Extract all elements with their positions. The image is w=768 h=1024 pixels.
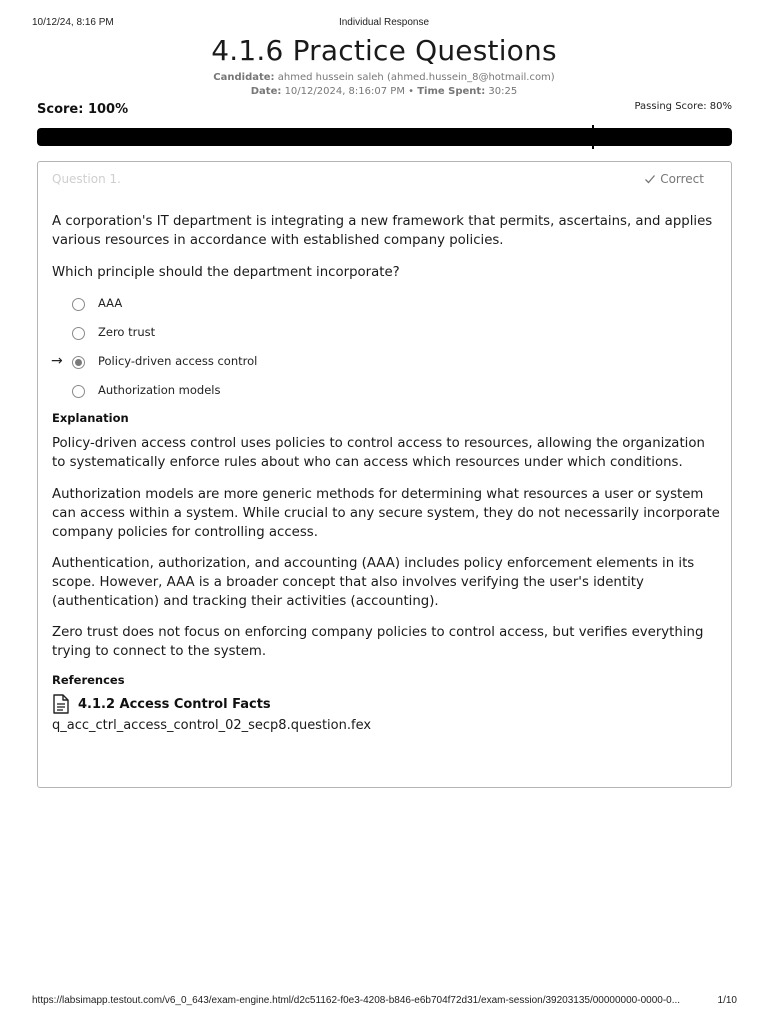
score-text: Score: 100% (37, 102, 129, 117)
radio-button[interactable] (72, 385, 85, 398)
reference-link-title[interactable]: 4.1.2 Access Control Facts (78, 696, 271, 712)
explanation-paragraph: Policy-driven access control uses policies to control access to resources, allowing the organization to systematically enforce rules about who can access which resources under which conditions. (52, 436, 705, 470)
radio-button[interactable] (72, 298, 85, 311)
print-datetime: 10/12/24, 8:16 PM (32, 17, 114, 28)
explanation-paragraph: Authentication, authorization, and accounting (AAA) includes policy enforcement elements in its scope. However, AAA is a broader concept that also involves verifying the user's identity (authentication) and tracking their activities (accounting). (52, 556, 695, 609)
passing-score-marker (592, 125, 594, 149)
reference-link[interactable] (52, 694, 271, 714)
question-file-id: q_acc_ctrl_access_control_02_secp8.question.fex (52, 718, 372, 733)
date-line (0, 86, 768, 97)
result-status (644, 172, 704, 186)
print-url: https://labsimapp.testout.com/v6_0_643/exam-engine.html/d2c51162-f0e3-4208-b846-e6b704f72d31/exam-session/39203135/00000000-0000-0... (32, 995, 681, 1006)
explanation-paragraph: Authorization models are more generic methods for determining what resources a user or system can access within a system. While crucial to any secure system, they do not necessarily incorporate company policies for controlling access. (52, 487, 720, 540)
check-icon (644, 173, 656, 185)
radio-button-selected[interactable] (72, 356, 85, 369)
passing-score-text: Passing Score: 80% (634, 101, 732, 112)
radio-button[interactable] (72, 327, 85, 340)
question-number: Question 1. (52, 172, 121, 186)
answer-option[interactable] (38, 381, 438, 401)
answer-option[interactable] (38, 294, 438, 314)
print-header (0, 17, 768, 31)
question-text: A corporation's IT department is integrating a new framework that permits, ascertains, and applies various resources in accordance with established company policies. (52, 214, 713, 248)
candidate-value: ahmed hussein saleh (ahmed.hussein_8@hotmail.com) (277, 72, 555, 83)
result-status-label: Correct (660, 172, 704, 186)
explanation-heading: Explanation (52, 411, 129, 425)
print-title: Individual Response (338, 17, 430, 28)
question-prompt: Which principle should the department incorporate? (52, 265, 400, 280)
time-value: 30:25 (488, 86, 518, 97)
answer-option-label: AAA (98, 296, 123, 310)
print-footer (0, 995, 768, 1009)
time-label: Time Spent: (417, 86, 486, 97)
meta-separator: • (408, 86, 415, 97)
candidate-line (0, 72, 768, 83)
date-label: Date: (250, 86, 282, 97)
answer-option-label: Zero trust (98, 325, 156, 339)
answer-option-label: Policy-driven access control (98, 354, 258, 368)
question-card (37, 161, 732, 788)
selected-arrow-icon: → (51, 353, 63, 369)
document-icon (52, 694, 70, 714)
page-title: 4.1.6 Practice Questions (211, 34, 557, 67)
print-page-number: 1/10 (717, 995, 737, 1006)
answer-option-selected[interactable] (38, 352, 438, 372)
date-value: 10/12/2024, 8:16:07 PM (284, 86, 405, 97)
candidate-label: Candidate: (213, 72, 275, 83)
references-heading: References (52, 673, 125, 687)
answer-option[interactable] (38, 323, 438, 343)
answer-option-label: Authorization models (98, 383, 221, 397)
explanation-paragraph: Zero trust does not focus on enforcing company policies to control access, but verifies everything trying to connect to the system. (52, 625, 704, 659)
score-progress-bar (37, 128, 732, 146)
